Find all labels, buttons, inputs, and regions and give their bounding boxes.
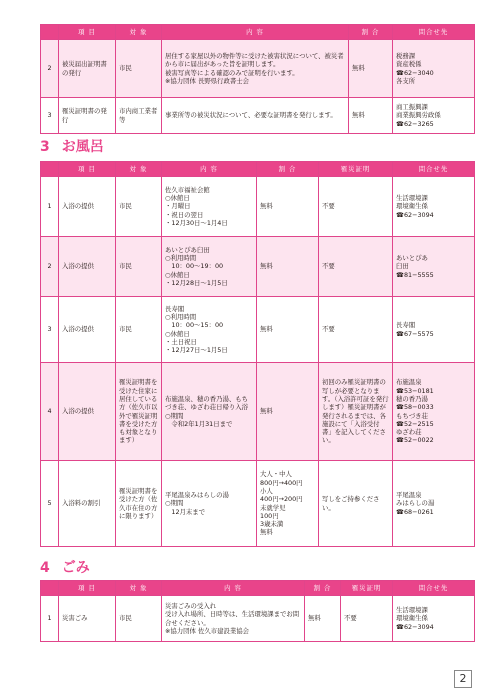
- row-contact: 布施温泉 ☎53−0181 穂の香乃湯 ☎58−0033 もちづき荘 ☎52−2515 ゆざわ荘 ☎52−0022: [393, 363, 475, 461]
- row-content: 長寿閣 ○利用時間 10：00〜15：00 ○休館日 ・土日祝日 ・12月27日〜1月5日: [162, 297, 257, 363]
- header-item: 項 目: [59, 162, 116, 177]
- header-ratio: 割 合: [305, 581, 341, 596]
- row-number: 5: [41, 461, 59, 547]
- row-certificate: 不要: [341, 596, 393, 642]
- row-ratio: 大人・中人 800円→400円 小人 400円→200円 未就学児 100円 3歳未満 無料: [257, 461, 319, 547]
- table-bath: [40, 161, 475, 547]
- row-item: 被災届出証明書の発行: [59, 40, 116, 98]
- table-row: [41, 461, 475, 547]
- table-header-row: [41, 581, 475, 596]
- header-content: 内 容: [162, 162, 257, 177]
- header-spacer: [41, 25, 59, 40]
- header-spacer: [41, 162, 59, 177]
- row-number: 1: [41, 177, 59, 237]
- table-header-row: [41, 162, 475, 177]
- table-header-row: [41, 25, 475, 40]
- row-target: 罹災証明書を受けた方（佐久市在住の方に限ります）: [116, 461, 162, 547]
- row-certificate: 不要: [319, 297, 393, 363]
- row-target: 市民: [116, 297, 162, 363]
- header-target: 対 象: [116, 581, 162, 596]
- table-row: [41, 40, 475, 98]
- row-ratio: 無料: [257, 177, 319, 237]
- row-content: 平尾温泉みはらしの湯 ○期間 12月末まで: [162, 461, 257, 547]
- header-target: 対 象: [116, 162, 162, 177]
- row-item: 入浴の提供: [59, 177, 116, 237]
- header-content: 内 容: [162, 25, 349, 40]
- row-content: 事業所等の被災状況について、必要な証明書を発行します。: [162, 98, 349, 134]
- row-target: 市民: [116, 40, 162, 98]
- table-row: [41, 98, 475, 134]
- row-number: 2: [41, 40, 59, 98]
- row-number: 1: [41, 596, 59, 642]
- row-target: 市内商工業者等: [116, 98, 162, 134]
- row-content: 居住する家屋以外の物件等に受けた被害状況について、被災者から市に届出があった旨を証明します。 被害写真等による確認のみで証明を行います。 ※協力団体 長野県行政書士会: [162, 40, 349, 98]
- header-spacer: [41, 581, 59, 596]
- row-contact: 生活環境課 環境衛生係 ☎62−3094: [393, 596, 475, 642]
- table-row: [41, 297, 475, 363]
- header-ratio: 割 合: [349, 25, 393, 40]
- row-target: 市民: [116, 596, 162, 642]
- row-contact: 税務課 資産税係 ☎62−3040 各支所: [393, 40, 475, 98]
- header-contact: 問合せ先: [393, 25, 475, 40]
- header-target: 対 象: [116, 25, 162, 40]
- row-contact: 商工振興課 商業振興労政係 ☎62−3265: [393, 98, 475, 134]
- header-contact: 問合せ先: [393, 581, 475, 596]
- row-contact: 長寿閣 ☎67−5575: [393, 297, 475, 363]
- table-row: [41, 596, 475, 642]
- section-heading-garbage: [40, 557, 90, 577]
- row-item: 入浴の提供: [59, 297, 116, 363]
- row-ratio: 無料: [257, 237, 319, 297]
- header-certificate: 罹災証明: [341, 581, 393, 596]
- header-ratio: 割 合: [257, 162, 319, 177]
- row-contact: あいとぴあ 臼田 ☎81−5555: [393, 237, 475, 297]
- table-disaster-certificates: [40, 24, 475, 134]
- header-item: 項 目: [59, 25, 116, 40]
- row-number: 3: [41, 297, 59, 363]
- row-number: 2: [41, 237, 59, 297]
- row-target: 市民: [116, 237, 162, 297]
- row-certificate: 不要: [319, 237, 393, 297]
- row-ratio: 無料: [305, 596, 341, 642]
- row-content: 佐久市福祉会館 ○休館日 ・月曜日 ・祝日の翌日 ・12月30日〜1月4日: [162, 177, 257, 237]
- row-contact: 生活環境課 環境衛生係 ☎62−3094: [393, 177, 475, 237]
- page-number: 2: [454, 670, 472, 688]
- row-target: 市民: [116, 177, 162, 237]
- row-certificate: 初回のみ罹災証明書の写しが必要となります。（入浴許可証を発行します）罹災証明書が発行されるまでは、各施設にて「入浴受付書」を記入してください。: [319, 363, 393, 461]
- row-number: 3: [41, 98, 59, 134]
- row-item: 入浴の提供: [59, 237, 116, 297]
- row-item: 罹災証明書の発行: [59, 98, 116, 134]
- row-certificate: 不要: [319, 177, 393, 237]
- row-ratio: 無料: [349, 40, 393, 98]
- section-number: 4: [40, 560, 50, 576]
- section-title: ごみ: [61, 560, 90, 576]
- table-row: [41, 237, 475, 297]
- header-item: 項 目: [59, 581, 116, 596]
- row-content: 災害ごみの受入れ 受け入れ場所、日時等は、生活環境課までお問合せください。 ※協力団体 佐久市建設業協会: [162, 596, 305, 642]
- row-content: あいとぴあ臼田 ○利用時間 10：00〜19：00 ○休館日 ・12月28日〜1月5日: [162, 237, 257, 297]
- header-certificate: 罹災証明: [319, 162, 393, 177]
- row-item: 災害ごみ: [59, 596, 116, 642]
- row-ratio: 無料: [257, 297, 319, 363]
- table-garbage: [40, 580, 475, 642]
- row-ratio: 無料: [349, 98, 393, 134]
- row-contact: 平尾温泉 みはらしの湯 ☎68−0261: [393, 461, 475, 547]
- table-row: [41, 177, 475, 237]
- row-item: 入浴料の割引: [59, 461, 116, 547]
- row-certificate: 写しをご持参ください。: [319, 461, 393, 547]
- header-content: 内 容: [162, 581, 305, 596]
- row-item: 入浴の提供: [59, 363, 116, 461]
- row-number: 4: [41, 363, 59, 461]
- section-heading-bath: [40, 136, 104, 156]
- table-row: [41, 363, 475, 461]
- row-content: 布施温泉、穂の香乃湯、もちづき荘、ゆざわ荘日帰り入浴 ○期間 令和2年1月31日まで: [162, 363, 257, 461]
- header-contact: 問合せ先: [393, 162, 475, 177]
- section-title: お風呂: [61, 139, 104, 155]
- row-ratio: 無料: [257, 363, 319, 461]
- row-target: 罹災証明書を受けた住家に居住している方（佐久市以外で罹災証明書を受けた方も対象となります）: [116, 363, 162, 461]
- section-number: 3: [40, 139, 50, 155]
